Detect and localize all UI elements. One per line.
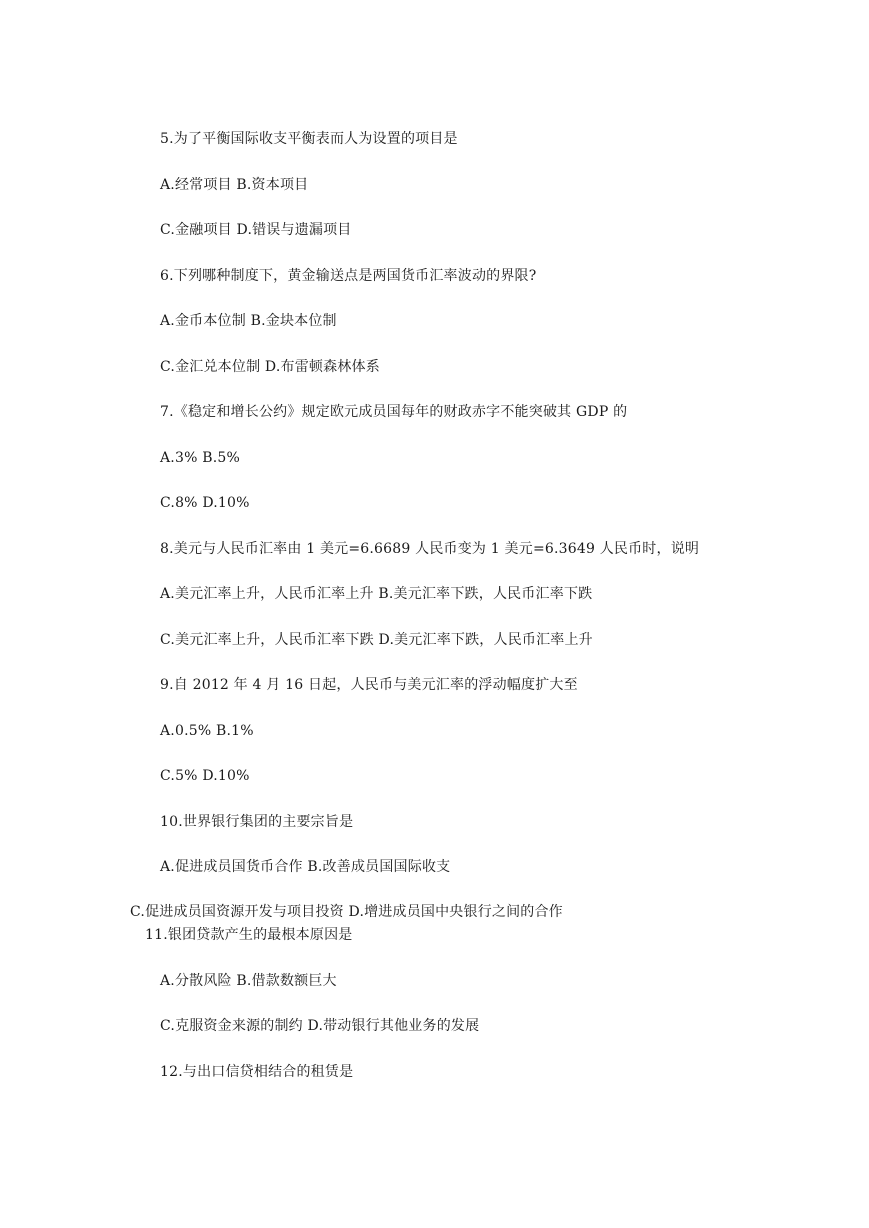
question-9: 9.自 2012 年 4 月 16 日起，人民币与美元汇率的浮动幅度扩大至 xyxy=(160,677,578,693)
question-7: 7.《稳定和增长公约》规定欧元成员国每年的财政赤字不能突破其 GDP 的 xyxy=(160,404,628,420)
question-8: 8.美元与人民币汇率由 1 美元=6.6689 人民币变为 1 美元=6.3649 人民币时，说明 xyxy=(160,541,700,557)
question-5-options-ab: A.经常项目 B.资本项目 xyxy=(160,177,309,193)
question-11: 11.银团贷款产生的最根本原因是 xyxy=(145,927,353,943)
question-12: 12.与出口信贷相结合的租赁是 xyxy=(160,1064,354,1080)
question-6-options-ab: A.金币本位制 B.金块本位制 xyxy=(160,313,337,329)
question-11-options-cd: C.克服资金来源的制约 D.带动银行其他业务的发展 xyxy=(160,1018,480,1034)
question-8-options-ab: A.美元汇率上升，人民币汇率上升 B.美元汇率下跌，人民币汇率下跌 xyxy=(160,586,593,602)
question-9-options-cd: C.5% D.10% xyxy=(160,768,250,784)
question-7-options-ab: A.3% B.5% xyxy=(160,450,240,466)
question-5-options-cd: C.金融项目 D.错误与遗漏项目 xyxy=(160,222,352,238)
question-6-options-cd: C.金汇兑本位制 D.布雷顿森林体系 xyxy=(160,359,380,375)
question-6: 6.下列哪种制度下，黄金输送点是两国货币汇率波动的界限? xyxy=(160,268,537,284)
question-10-options-ab: A.促进成员国货币合作 B.改善成员国国际收支 xyxy=(160,859,451,875)
question-5: 5.为了平衡国际收支平衡表而人为设置的项目是 xyxy=(160,131,458,147)
question-10: 10.世界银行集团的主要宗旨是 xyxy=(160,814,354,830)
question-11-options-ab: A.分散风险 B.借款数额巨大 xyxy=(160,973,337,989)
question-10-options-cd: C.促进成员国资源开发与项目投资 D.增进成员国中央银行之间的合作 xyxy=(130,904,563,920)
question-7-options-cd: C.8% D.10% xyxy=(160,495,250,511)
question-8-options-cd: C.美元汇率上升，人民币汇率下跌 D.美元汇率下跌，人民币汇率上升 xyxy=(160,632,593,648)
question-9-options-ab: A.0.5% B.1% xyxy=(160,723,254,739)
